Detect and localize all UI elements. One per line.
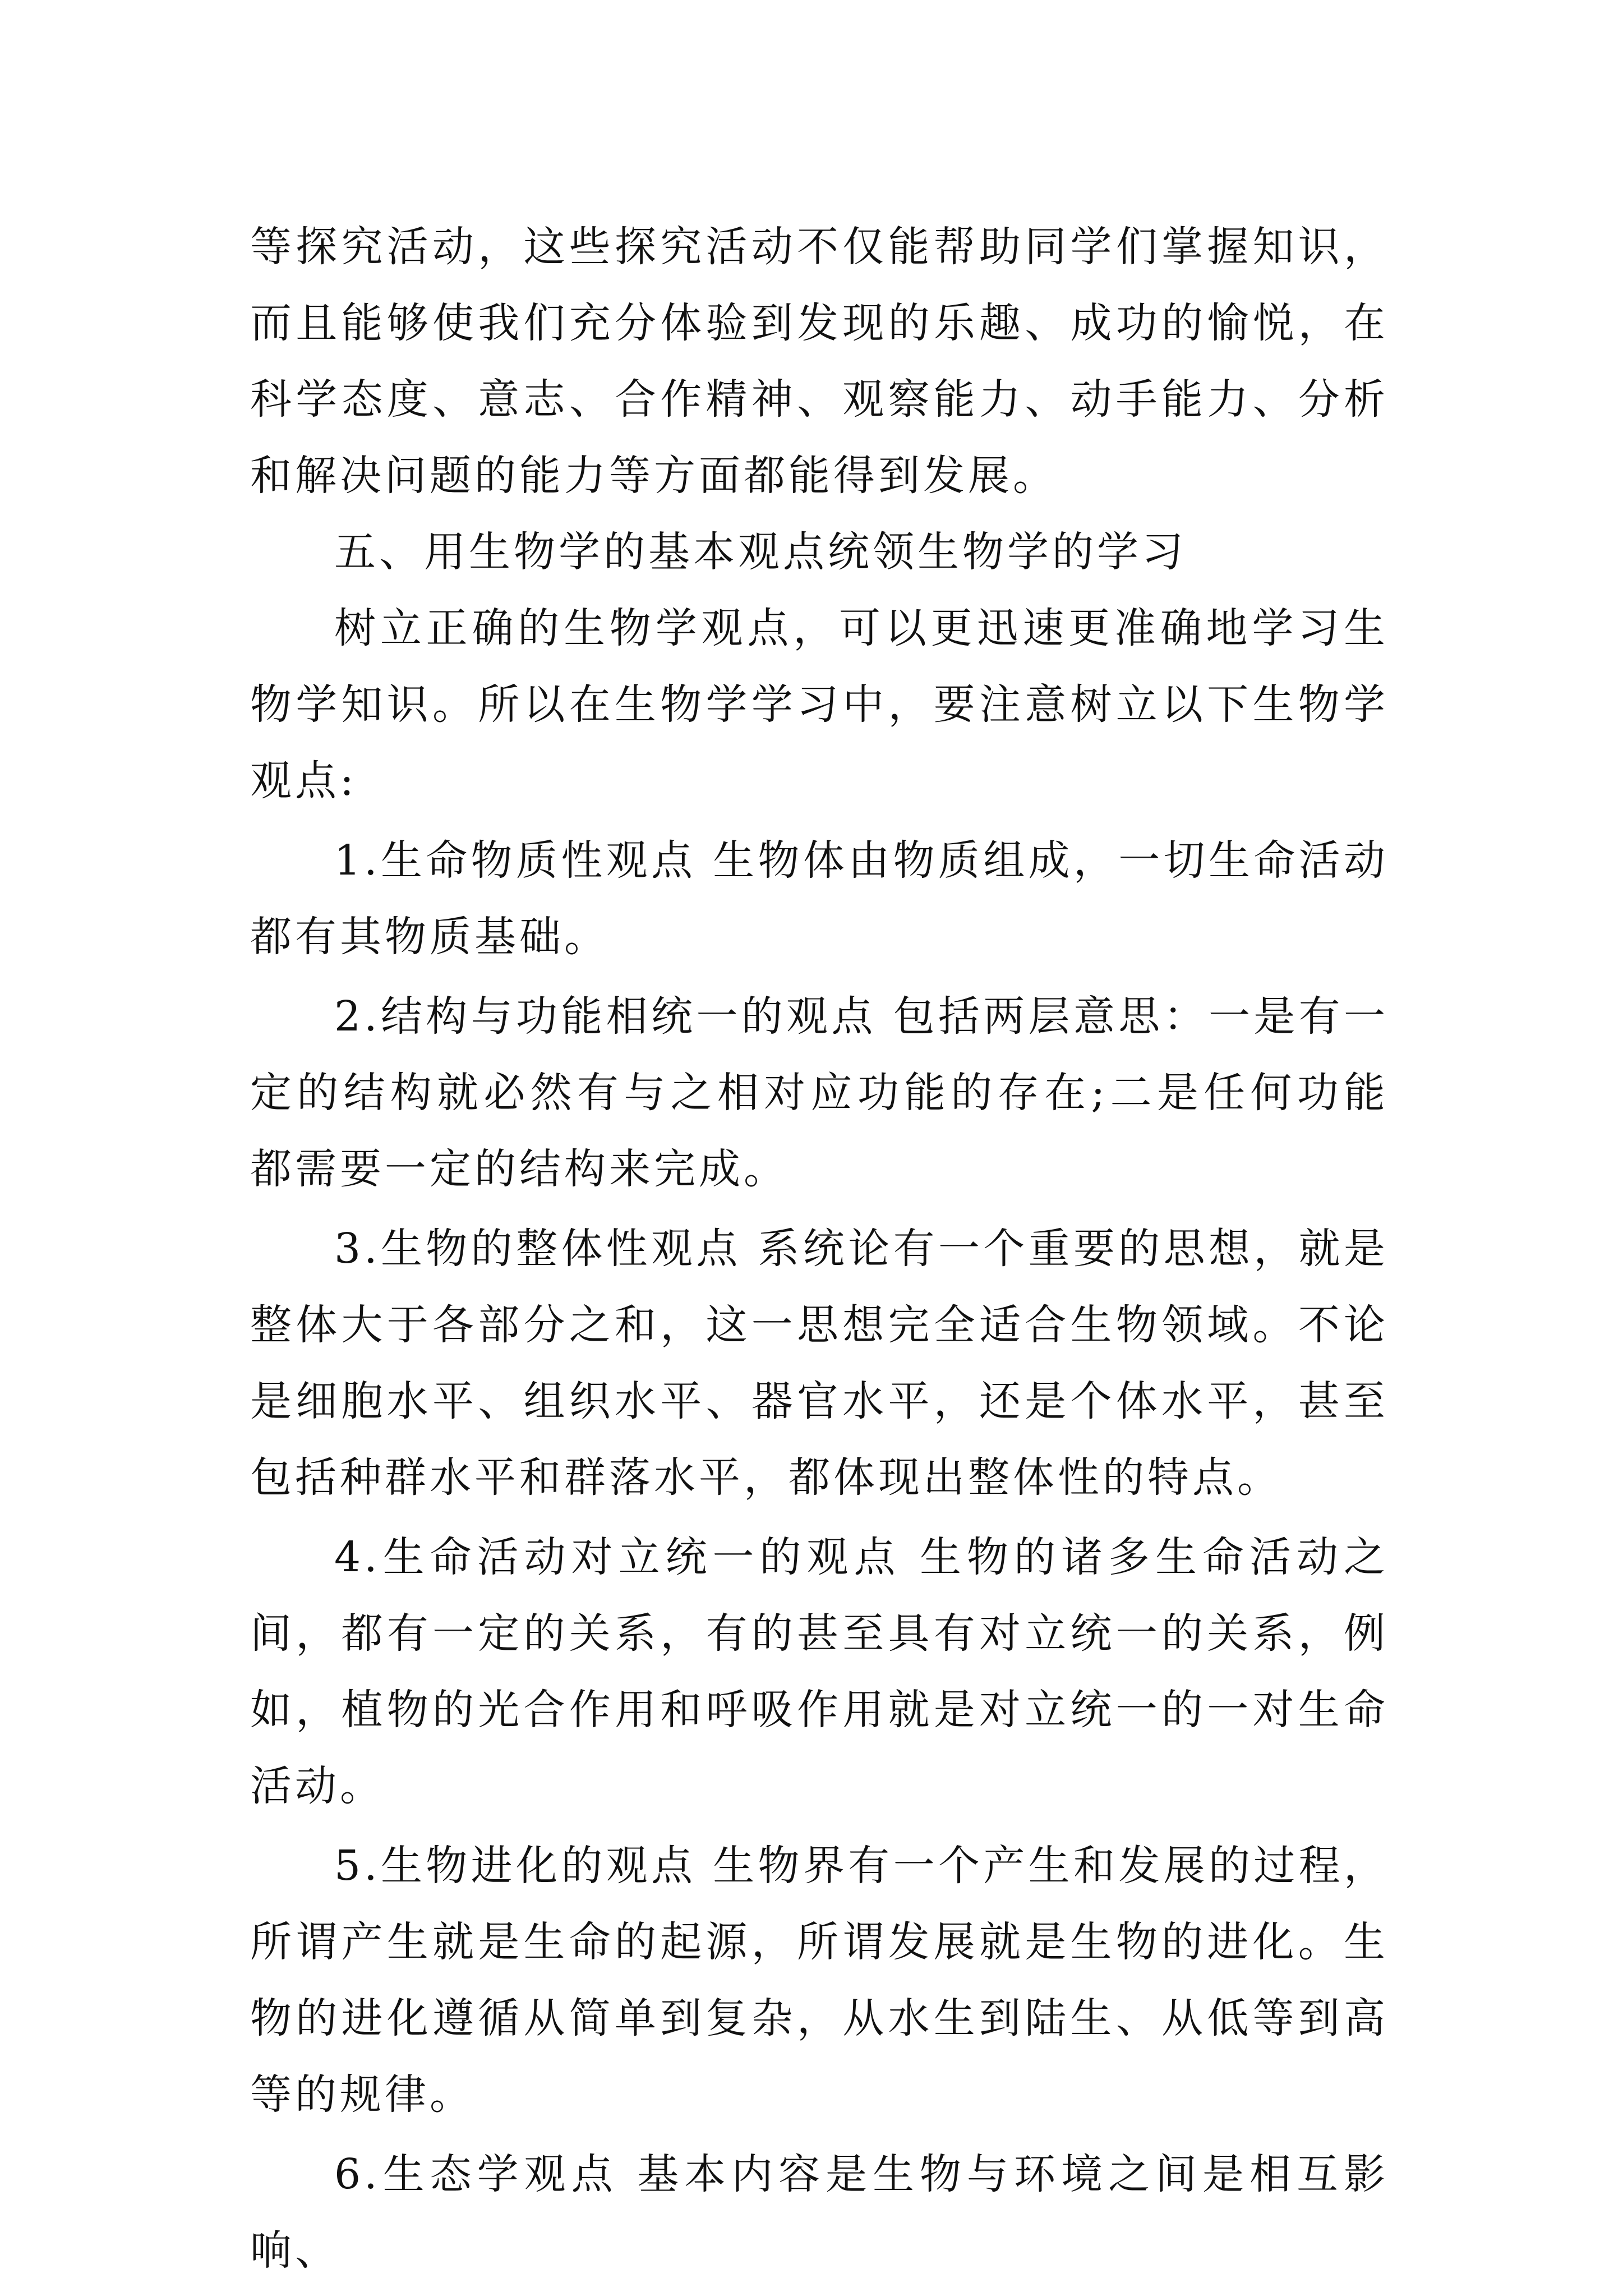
list-item-2: 2.结构与功能相统一的观点 包括两层意思：一是有一定的结构就必然有与之相对应功能的存在;二是任何功能都需要一定的结构来完成。 (250, 992, 1389, 1193)
list-item-3: 3.生物的整体性观点 系统论有一个重要的思想，就是整体大于各部分之和，这一思想完全适合生物领域。不论是细胞水平、组织水平、器官水平，还是个体水平，甚至包括种群水平和群落水平，都体现出整体性的特点。 (250, 1225, 1389, 1502)
list-item-6: 6.生态学观点 基本内容是生物与环境之间是相互影响、 (250, 2150, 1389, 2275)
paragraph-intro: 树立正确的生物学观点，可以更迅速更准确地学习生物学知识。所以在生物学学习中，要注意树立以下生物学观点: (250, 604, 1389, 805)
list-item-4: 4.生命活动对立统一的观点 生物的诸多生命活动之间，都有一定的关系，有的甚至具有对立统一的关系，例如，植物的光合作用和呼吸作用就是对立统一的一对生命活动。 (250, 1533, 1389, 1810)
body-text (250, 209, 1389, 2289)
paragraph-continuation: 等探究活动，这些探究活动不仅能帮助同学们掌握知识，而且能够使我们充分体验到发现的乐趣、成功的愉悦，在科学态度、意志、合作精神、观察能力、动手能力、分析和解决问题的能力等方面都能得到发展。 (250, 223, 1389, 500)
list-item-5: 5.生物进化的观点 生物界有一个产生和发展的过程，所谓产生就是生命的起源，所谓发展就是生物的进化。生物的进化遵循从简单到复杂，从水生到陆生、从低等到高等的规律。 (250, 1842, 1389, 2119)
list-item-1: 1.生命物质性观点 生物体由物质组成，一切生命活动都有其物质基础。 (250, 836, 1389, 961)
section-heading: 五、用生物学的基本观点统领生物学的学习 (334, 528, 1187, 576)
